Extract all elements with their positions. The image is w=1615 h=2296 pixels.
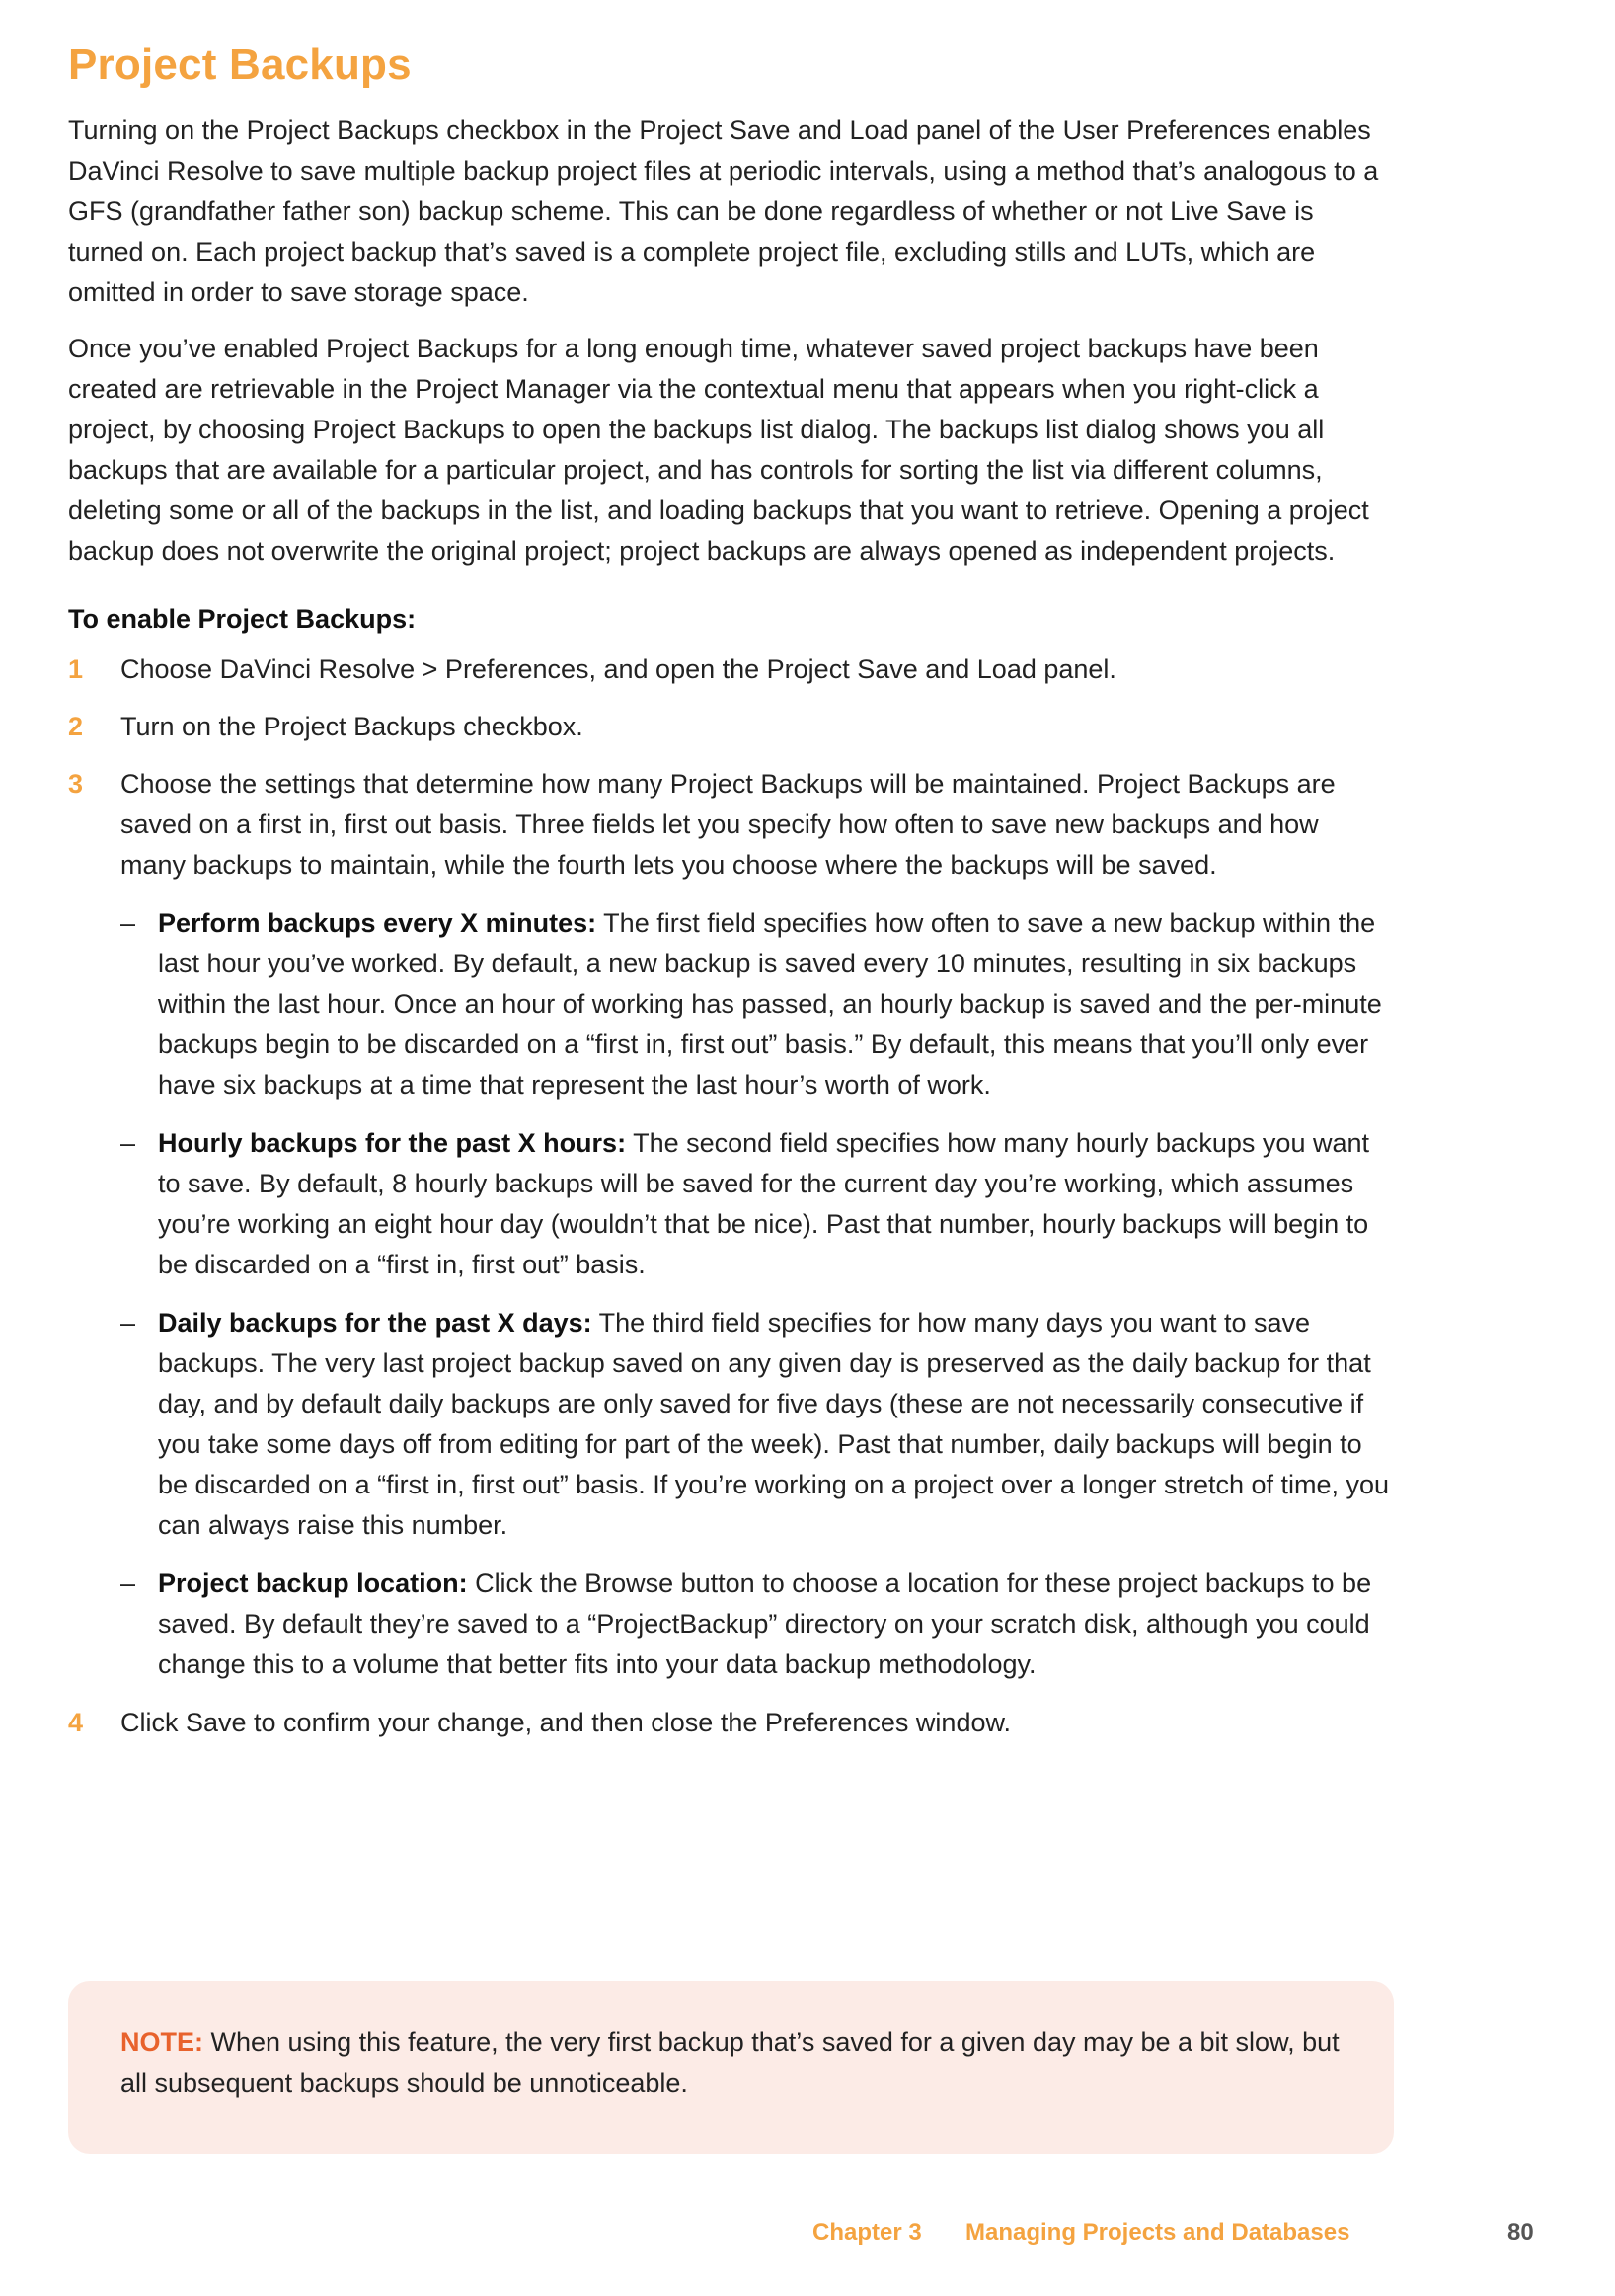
page-title: Project Backups xyxy=(68,40,412,89)
sub-item-term: Hourly backups for the past X hours: xyxy=(158,1128,627,1158)
sub-item-hours xyxy=(120,1123,1391,1285)
sub-item-text: The first field specifies how often to save a new backup within the last hour you’ve worked. By default, a new backup is saved every 10 minutes, resulting in six backups within the last hour. Once an hour of working has passed, an hourly backup is saved and the per-minute backups begin to be discarded on a “first in, first out” basis.” By default, this means that you’ll only ever have six backups at a time that represent the last hour’s worth of work. xyxy=(158,908,1382,1100)
dash-bullet: – xyxy=(120,1308,136,1338)
step-text: Turn on the Project Backups checkbox. xyxy=(120,712,583,741)
step-text: Click Save to confirm your change, and then close the Preferences window. xyxy=(120,1708,1011,1737)
step-item xyxy=(68,707,1391,747)
dash-bullet: – xyxy=(120,908,136,938)
step-text: Choose DaVinci Resolve > Preferences, and open the Project Save and Load panel. xyxy=(120,654,1116,684)
sub-item-text: The third field specifies for how many days you want to save backups. The very last project backup saved on any given day is preserved as the daily backup for that day, and by default daily backups are only saved for five days (these are not necessarily consecutive if you take some days off from editing for part of the week). Past that number, daily backups will begin to be discarded on a “first in, first out” basis. If you’re working on a project over a longer stretch of time, you can always raise this number. xyxy=(158,1308,1390,1540)
step-number: 4 xyxy=(68,1708,84,1737)
step-item xyxy=(68,764,1391,1685)
sub-item-term: Daily backups for the past X days: xyxy=(158,1308,592,1338)
footer-section-title: Managing Projects and Databases xyxy=(965,2219,1350,2246)
sub-item-text: The second field specifies how many hourly backups you want to save. By default, 8 hourly backups will be saved for the current day you’re working, which assumes you’re working an eight hour day (wouldn’t that be nice). Past that number, hourly backups will begin to be discarded on a “first in, first out” basis. xyxy=(158,1128,1369,1279)
footer-page-number: 80 xyxy=(1507,2219,1534,2246)
document-page xyxy=(68,36,1391,1760)
sub-item-minutes xyxy=(120,903,1391,1106)
footer-chapter: Chapter 3 xyxy=(812,2219,922,2246)
intro-paragraph: Turning on the Project Backups checkbox in the Project Save and Load panel of the User Preferences enables DaVinci Resolve to save multiple backup project files at periodic intervals, using a method that’s analogous to a GFS (grandfather father son) backup scheme. This can be done regardless of whether or not Live Save is turned on. Each project backup that’s saved is a complete project file, excluding stills and LUTs, which are omitted in order to save storage space. xyxy=(68,115,1379,307)
procedure-heading: To enable Project Backups: xyxy=(68,604,417,634)
step-text: Choose the settings that determine how many Project Backups will be maintained. Project Backups are saved on a first in, first out basis. Three fields let you specify how often to save new backups and how many backups to maintain, while the fourth lets you choose where the backups will be saved. xyxy=(120,769,1336,880)
dash-bullet: – xyxy=(120,1569,136,1598)
step-number: 1 xyxy=(68,654,84,684)
step-number: 3 xyxy=(68,769,84,799)
dash-bullet: – xyxy=(120,1128,136,1158)
sub-item-location xyxy=(120,1564,1391,1685)
note-text: When using this feature, the very first backup that’s saved for a given day may be a bit slow, but all subsequent backups should be unnoticeable. xyxy=(120,2028,1340,2098)
sub-item-term: Perform backups every X minutes: xyxy=(158,908,597,938)
sub-item-days xyxy=(120,1303,1391,1546)
sub-item-term: Project backup location: xyxy=(158,1569,468,1598)
sub-item-text: Click the Browse button to choose a location for these project backups to be saved. By default they’re saved to a “ProjectBackup” directory on your scratch disk, although you could change this to a volume that better fits into your data backup methodology. xyxy=(158,1569,1372,1679)
note-label: NOTE: xyxy=(120,2028,203,2057)
procedure-steps xyxy=(68,650,1391,1743)
step-number: 2 xyxy=(68,712,84,741)
page-footer xyxy=(0,2219,1615,2258)
retrieval-paragraph: Once you’ve enabled Project Backups for a long enough time, whatever saved project backups have been created are retrievable in the Project Manager via the contextual menu that appears when you right-click a project, by choosing Project Backups to open the backups list dialog. The backups list dialog shows you all backups that are available for a particular project, and has controls for sorting the list via different columns, deleting some or all of the backups in the list, and loading backups that you want to retrieve. Opening a project backup does not overwrite the original project; project backups are always opened as independent projects. xyxy=(68,334,1369,566)
step-item xyxy=(68,650,1391,690)
step-item xyxy=(68,1703,1391,1743)
backup-settings-list xyxy=(120,903,1391,1685)
note-callout xyxy=(68,1981,1394,2154)
